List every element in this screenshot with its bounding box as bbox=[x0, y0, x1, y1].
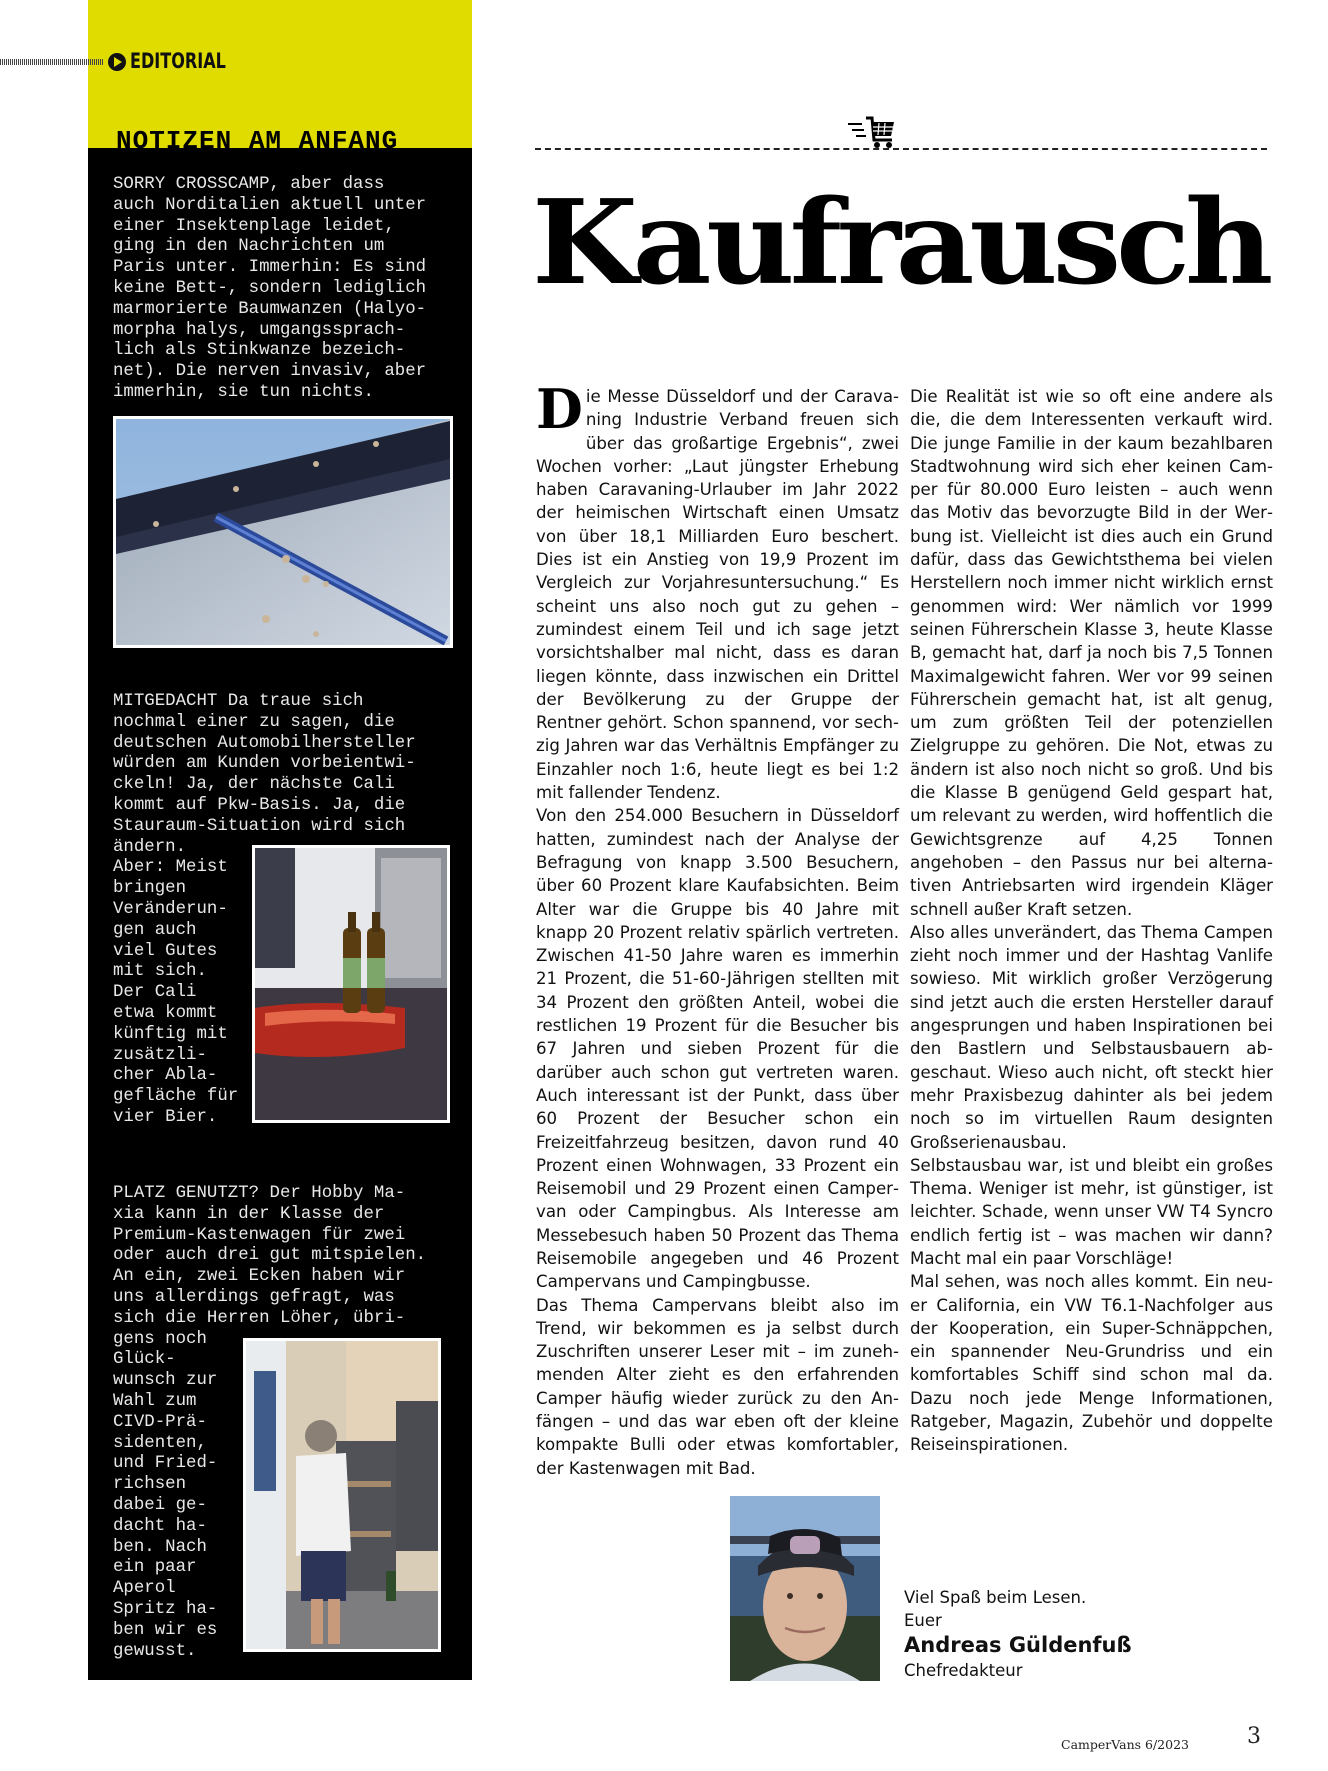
article-paragraph: Das Thema Campervans bleibt also im Trend, wir bekommen es ja selbst durch Zuschriften unserer Leser mit – im zunehmenden Alter zieht es den erfahrenden Camper häufig wieder zurück zu den Anfängen – und das war eben oft der kleine kompakte Bulli oder etwas komfortabler, der Kastenwagen mit Bad. bbox=[536, 1295, 899, 1478]
article-paragraph: Die Realität ist wie so oft eine andere als die, die dem Interessenten verkauft wird. Die junge Familie in der kaum bezahlbaren Stadtwohnung wird sich eher keinen Camper für 80.000 Euro leisten – auch wenn das Motiv das bevorzugte Bild in der Werbung ist. Vielleicht ist dies auch ein Grund dafür, dass das Gewichtsthema bei vielen Herstellern noch immer nicht wirklich ernst genommen wird: Wer nämlich vor 1999 seinen Führerschein Klasse 3, heute Klasse B, gemacht hat, darf ja noch bis 7,5 Tonnen Maximalgewicht fahren. Wer vor 99 seinen Führerschein gemacht hat, ist alt genug, um zum größten Teil der potenziellen Zielgruppe zu gehören. Die Not, etwas zu ändern ist also noch nicht so groß. Und bis die Klasse B genügend Geld gespart hat, um relevant zu werden, wird hoffentlich die Gewichtsgrenze auf 4,25 Tonnen angehoben – den Passus nur bei alternativen Antriebsarten wird irgendein Kläger schnell außer Kraft setzen. bbox=[910, 387, 1273, 919]
section-label: EDITORIAL bbox=[130, 49, 226, 73]
dotted-rule bbox=[0, 59, 104, 65]
play-circle-icon bbox=[108, 53, 126, 71]
page-number: 3 bbox=[1247, 1724, 1261, 1749]
article-paragraph: Selbstausbau war, ist und bleibt ein großes Thema. Weniger ist mehr, ist günstiger, ist leichter. Schade, wenn unser VW T4 Syncro endlich fertig ist – was machen wir dann? Macht mal ein paar Vorschläge! bbox=[910, 1155, 1273, 1268]
signature-closing: Euer bbox=[904, 1611, 942, 1630]
article-column-2 bbox=[910, 385, 1273, 1457]
article-paragraph: Also alles unverändert, das Thema Campen zieht noch immer und der Hashtag Vanlife sowieso. Mit wirklich großer Verzögerung sind jetzt auch die ersten Hersteller darauf angesprungen und haben Inspirationen bei den Bastlern und Selbstausbauern abgeschaut. Wieso auch nicht, oft steckt hier mehr Praxisbezug dahinter als bei jedem noch so im virtuellen Raum designten Großserienausbau. bbox=[910, 922, 1274, 1152]
author-role: Chefredakteur bbox=[904, 1661, 1023, 1680]
author-name: Andreas Güldenfuß bbox=[904, 1633, 1132, 1657]
van-interior-photo-image bbox=[246, 1341, 438, 1649]
article-paragraph: Von den 254.000 Besuchern in Düsseldorf hatten, zumindest nach der Analyse der Befragung von knapp 3.500 Besuchern, über 60 Prozent klare Kaufabsichten. Beim Alter war die Gruppe bis 40 Jahre mit knapp 20 Prozent relativ spärlich vertreten. Zwischen 41-50 Jahre waren es immerhin 21 Prozent, die 51-60-Jährigen stellten mit 34 Prozent den größten Anteil, wobei die restlichen 19 Prozent für die Besucher bis 67 Jahren und sieben Prozent für die darüber auch schon gut vertreten waren. Auch interessant ist der Punkt, dass über 60 Prozent der Besucher schon ein Freizeitfahrzeug besitzen, davon rund 40 Prozent einen Wohnwagen, 33 Prozent ein Reisemobil und 29 Prozent einen Campervan oder Campingbus. Als Interesse am Messebesuch haben 50 Prozent das Thema Reisemobile angegeben und 46 Prozent Campervans und Campingbusse. bbox=[536, 806, 899, 1292]
sidebar-note: SORRY CROSSCAMP, aber dass auch Norditalien aktuell unter einer Insektenplage leidet, ging in den Nachrichten um Paris unter. Immerhin: Es sind keine Bett-, sondern lediglich marmorierte Baumwanzen (Halyo- morpha halys, umgangssprach- lich als Stinkwanze bezeich- net). Die nerven invasiv, aber immerhin, sie tun nichts. bbox=[113, 175, 427, 402]
sidebar-title: NOTIZEN AM ANFANG bbox=[116, 126, 399, 148]
article-paragraph: Die Messe Düsseldorf und der Caravaning Industrie Verband freuen sich über das großartige Ergebnis“, zwei Wochen vorher: „Laut jüngster Erhebung haben Caravaning-Urlauber im Jahr 2022 der heimischen Wirtschaft einen Umsatz von über 18,1 Milliarden Euro beschert. Dies ist ein Anstieg von 19,9 Prozent im Vergleich zur Vorjahresuntersuchung.“ Es scheint uns also noch gut zu gehen – zumindest einem Teil und ich sage jetzt vorsichtshalber mal nicht, dass es daran liegen könnte, dass inzwischen ein Drittel der Bevölkerung zu der Gruppe der Rentner gehört. Schon spannend, vor sechzig Jahren war das Verhältnis Empfänger zu Einzahler noch 1:6, heute liegt es bei 1:2 mit fallender Tendenz. bbox=[536, 377, 899, 803]
stink-bug-photo-image bbox=[116, 419, 450, 645]
article-paragraph: Mal sehen, was noch alles kommt. Ein neuer California, ein VW T6.1-Nachfolger aus der Kooperation, ein Super-Schnäppchen, ein spannender Neu-Grundriss und ein komfortables Schiff sind schon mal da. Dazu noch jede Menge Informationen, Ratgeber, Magazin, Zubehör und doppelte Reiseinspirationen. bbox=[910, 1272, 1273, 1455]
photo-stink-bugs bbox=[113, 416, 453, 648]
publication-footer: CamperVans 6/2023 bbox=[1061, 1737, 1189, 1752]
article-title: Kaufrausch bbox=[532, 175, 1269, 311]
author-portrait bbox=[730, 1496, 880, 1681]
author-portrait-image bbox=[730, 1496, 880, 1681]
sidebar-note: MITGEDACHT Da traue sich nochmal einer zu sagen, die deutschen Automobilhersteller würden am Kunden vorbeientwi- ckeln! Ja, der nächste Cali kommt auf Pkw-Basis. Ja, die Stauraum-Situation wird sich ändern. Aber: Meist bringen Veränderun- gen auch viel Gutes mit sich. Der Cali etwa kommt künftig mit zusätzli- cher Abla- gefläche für vier Bier. bbox=[113, 692, 416, 1127]
photo-beer-bottles bbox=[252, 845, 450, 1123]
article-column-1 bbox=[536, 377, 899, 1480]
photo-van-interior bbox=[243, 1338, 441, 1652]
editor-signature bbox=[904, 1586, 1132, 1682]
signature-greeting: Viel Spaß beim Lesen. bbox=[904, 1588, 1087, 1607]
shopping-cart-icon bbox=[846, 114, 906, 150]
drop-cap: D bbox=[536, 377, 583, 441]
beer-bottles-photo-image bbox=[255, 848, 447, 1120]
sidebar-note: PLATZ GENUTZT? Der Hobby Ma- xia kann in der Klasse der Premium-Kastenwagen für zwei oder auch drei gut mitspielen. An ein, zwei Ecken haben wir uns allerdings gefragt, was sich die Herren Löher, übri- gens noch Glück- wunsch zur Wahl zum CIVD-Prä- sidenten, und Fried- richsen dabei ge- dacht ha- ben. Nach ein paar Aperol Spritz ha- ben wir es gewusst. bbox=[113, 1184, 427, 1661]
